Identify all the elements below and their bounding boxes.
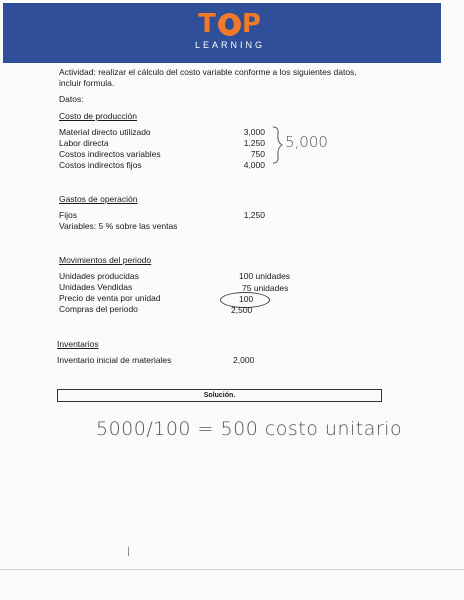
handwritten-brace xyxy=(271,126,283,164)
costo-produccion-title: Costo de producción xyxy=(59,111,137,121)
activity-text-line2: incluir formula. xyxy=(59,78,115,88)
variables-text: Variables: 5 % sobre las ventas xyxy=(59,221,178,231)
row-label: Compras del periodo xyxy=(59,304,138,314)
movimientos-title: Movimientos del periodo xyxy=(59,255,152,265)
handwritten-total: 5,000 xyxy=(285,133,328,151)
gastos-operacion-title: Gastos de operación xyxy=(59,194,138,204)
activity-text-line1: Actividad: realizar el cálculo del costo variable conforme a los siguientes datos, xyxy=(59,67,357,77)
inventario-label: Inventario inicial de materiales xyxy=(57,355,172,365)
fijos-label: Fijos xyxy=(59,210,77,220)
scan-speck: ꟾ xyxy=(127,548,130,559)
row-value: 1,250 xyxy=(243,138,265,148)
handwritten-solution: 5000/100 = 500 costo unitario xyxy=(96,418,403,440)
page-edge-line xyxy=(0,569,464,570)
row-label: Costos indirectos variables xyxy=(59,149,161,159)
solucion-label: Solución. xyxy=(203,392,236,399)
row-value: 75 unidades xyxy=(242,283,289,293)
row-label: Labor directa xyxy=(59,138,109,148)
row-label: Unidades producidas xyxy=(59,271,139,281)
row-value: 4,000 xyxy=(243,160,265,170)
fijos-value: 1,250 xyxy=(243,210,265,220)
row-label: Material directo utilizado xyxy=(59,127,151,137)
inventarios-title: Inventarios xyxy=(57,339,99,349)
solucion-box xyxy=(57,389,382,402)
datos-label: Datos: xyxy=(59,94,84,104)
row-value: 100 unidades xyxy=(239,271,291,281)
logo-letter-t: T xyxy=(198,9,217,39)
row-value: 750 xyxy=(250,149,265,159)
logo-o-flame-icon xyxy=(218,13,241,36)
row-value: 2,500 xyxy=(231,305,253,315)
inventario-value: 2,000 xyxy=(233,355,255,365)
row-label: Costos indirectos fijos xyxy=(59,160,142,170)
row-label: Unidades Vendidas xyxy=(59,282,133,292)
row-label: Precio de venta por unidad xyxy=(59,293,161,303)
row-value: 3,000 xyxy=(243,127,265,137)
top-learning-logo xyxy=(190,10,270,50)
logo-letter-p: P xyxy=(241,9,262,39)
logo-subtitle: LEARNING xyxy=(194,40,265,50)
header-banner xyxy=(3,3,441,63)
row-value: 100 xyxy=(239,294,254,304)
